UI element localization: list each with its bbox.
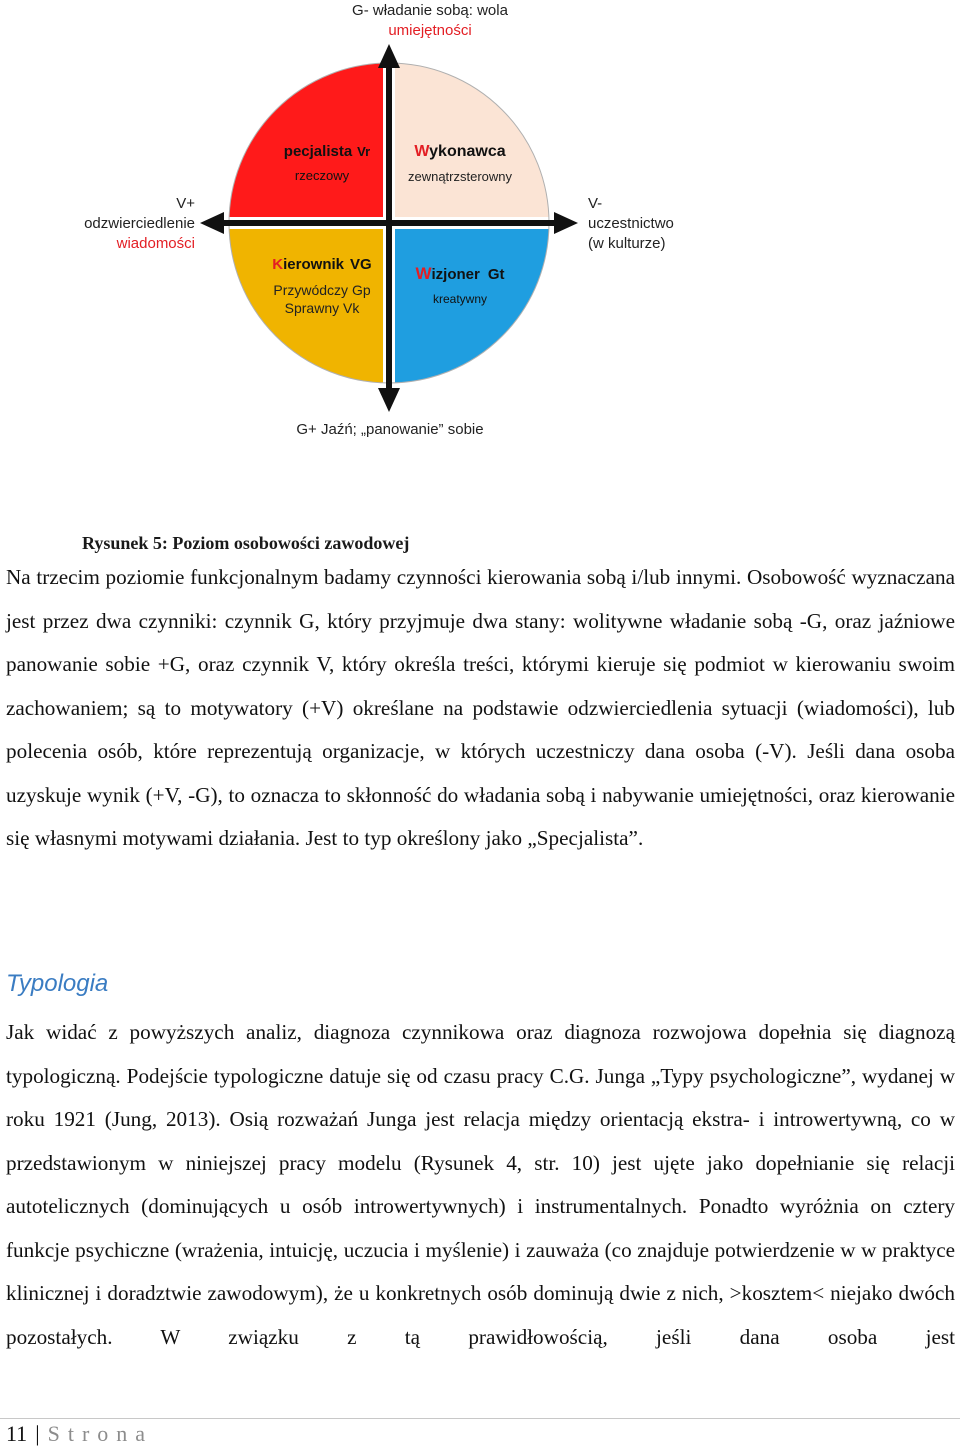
quadrant-top-left-subtitle: rzeczowy	[294, 168, 350, 183]
quadrant-bottom-right-title: Wizjoner Gt	[415, 264, 505, 283]
footer-separator: |	[35, 1421, 40, 1446]
figure-caption: Rysunek 5: Poziom osobowości zawodowej	[82, 533, 410, 553]
section-heading: Typologia	[6, 970, 109, 997]
quadrant-bottom-right-subtitle: kreatywny	[432, 292, 488, 306]
quadrant-bottom-left-subtitle-2: Sprawny Vk	[284, 300, 360, 316]
axis-label-left-line3: wiadomości	[116, 235, 195, 252]
footer-divider	[0, 1418, 960, 1419]
footer-page-label: Strona	[47, 1421, 154, 1446]
paragraph-1-text: Na trzecim poziomie funkcjonalnym badamy czynności kierowania sobą i/lub innymi. Osobowość wyznaczana jest przez dwa czynniki: czynnik G, który przyjmuje dwa stany: wolitywne władanie sobą -G, oraz jaźniowe panowanie sobie +G, oraz czynnik V, który określa treści, którymi kieruje się podmiot w kierowaniu swoim zachowaniem; są to motywatory (+V) określane na podstawie odzwierciedlenia sytuacji (wiadomości), lub polecenia osób, które reprezentują organizacje, w których uczestniczy dana osoba (-V). Jeśli dana osoba uzyskuje wynik (+V, -G), to oznacza to skłonność do władania sobą i nabywanie umiejętności, oraz kierowanie się własnymi motywami działania. Jest to typ określony jako „Specjalista”.	[6, 565, 955, 850]
quadrant-bottom-left-title: Kierownik VG	[272, 256, 372, 273]
axis-label-top-line1: G- władanie sobą: wola	[352, 2, 508, 19]
axis-label-left-line1: V+	[176, 195, 195, 212]
page-footer	[6, 1421, 153, 1447]
paragraph-2-text: Jak widać z powyższych analiz, diagnoza czynnikowa oraz diagnoza rozwojowa dopełnia się diagnozą typologiczną. Podejście typologiczne datuje się od czasu pracy C.G. Junga „Typy psychologiczne”, wydanej w roku 1921 (Jung, 2013). Osią rozważań Junga jest relacja między orientacją ekstra- i introwertywną, co w przedstawionym w niniejszej pracy modelu (Rysunek 4, str. 10) jest ujęte jako dopełnianie się relacji autotelicznych (dominujących u osób introwertywnych) i instrumentalnych. Ponadto wyróżnia on cztery funkcje psychiczne (wrażenia, intuicję, uczucia i myślenie) i zauważa (co znajduje potwierdzenie w w praktyce klinicznej i doradztwie zawodowym), że u konkretnych osób dominują dwie z nich, >kosztem< niejako dwóch pozostałych. W związku z tą prawidłowością, jeśli dana osoba jest	[6, 1020, 955, 1349]
arrow-down-icon	[378, 388, 400, 412]
axis-label-right-line2: uczestnictwo	[588, 215, 674, 232]
axis-label-bottom: G+ Jaźń; „panowanie” sobie	[296, 421, 484, 438]
personality-quadrant-diagram	[0, 0, 960, 460]
axis-label-right-line3: (w kulturze)	[588, 235, 666, 252]
body-paragraph-1	[6, 556, 955, 861]
quadrant-top-left-title: pecjalista Vr	[283, 143, 371, 160]
quadrant-bottom-right	[395, 229, 595, 409]
body-paragraph-2	[6, 1011, 955, 1359]
arrow-left-icon	[200, 212, 224, 234]
quadrant-top-right	[395, 40, 595, 217]
axis-label-top-line2: umiejętności	[388, 22, 472, 39]
axis-label-left-line2: odzwierciedlenie	[84, 215, 195, 232]
arrow-up-icon	[378, 44, 400, 68]
quadrant-bottom-left-subtitle-1: Przywódczy Gp	[273, 282, 371, 298]
quadrant-top-right-subtitle: zewnątrzsterowny	[407, 169, 513, 184]
page-number: 11	[6, 1421, 28, 1446]
axis-label-right-line1: V-	[588, 195, 603, 212]
quadrant-top-right-title: Wykonawca	[414, 143, 506, 160]
arrow-right-icon	[554, 212, 578, 234]
